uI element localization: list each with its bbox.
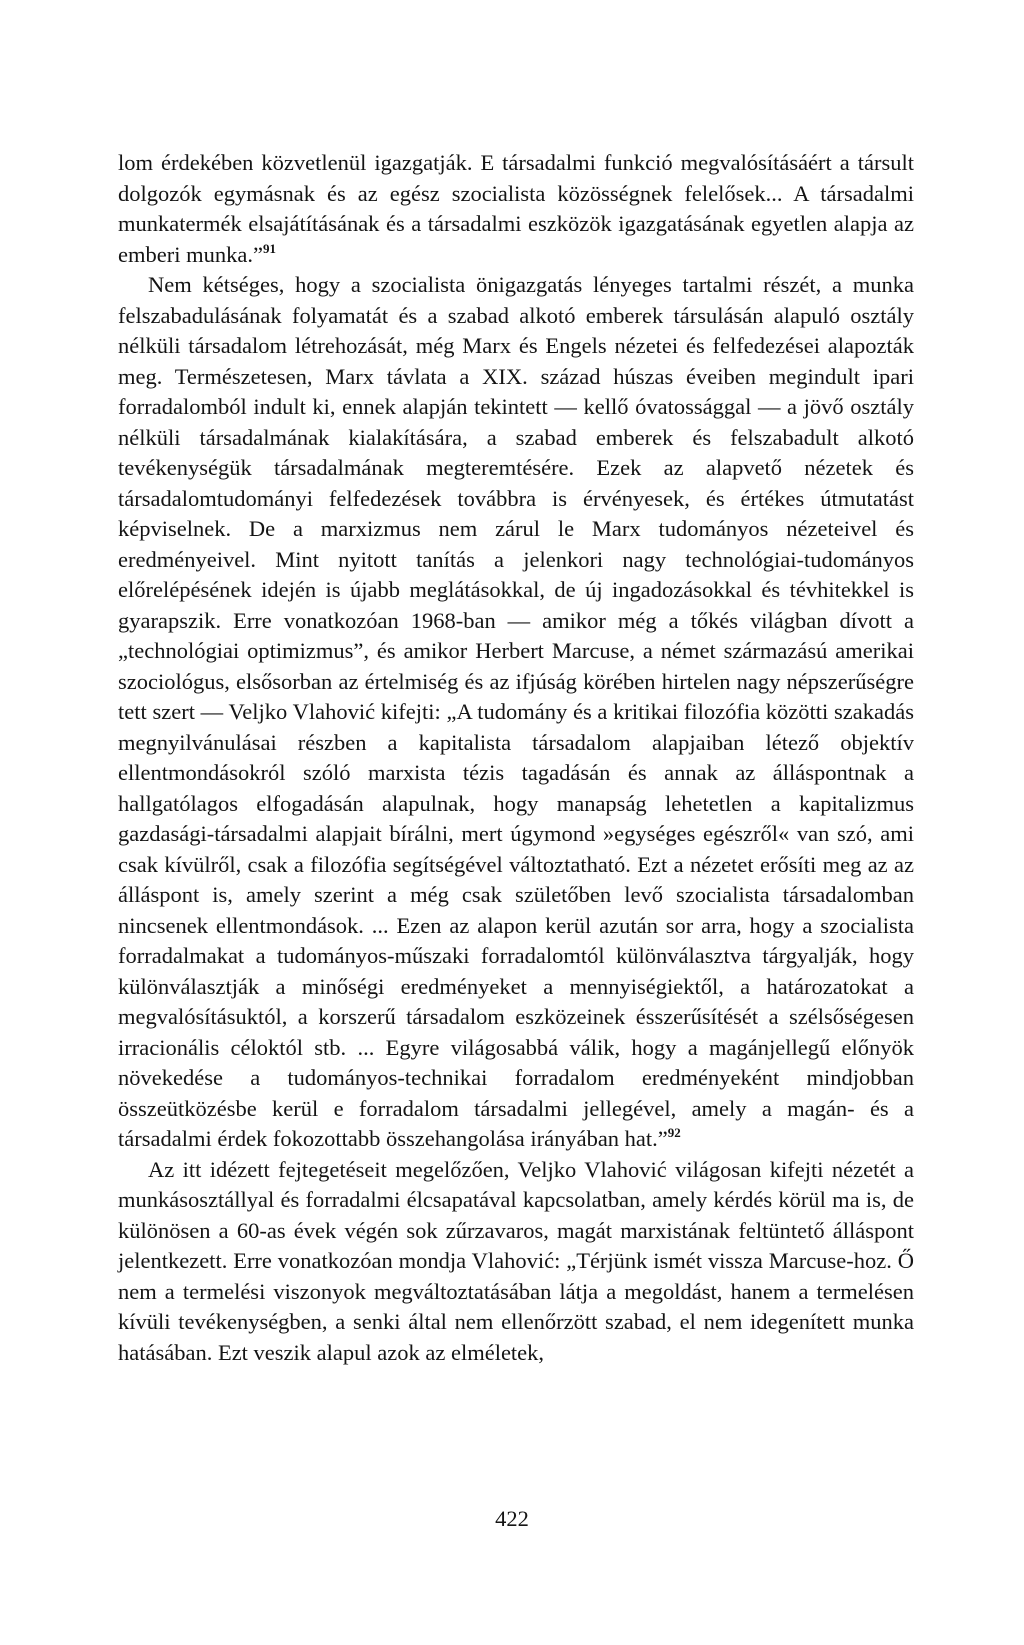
page-number: 422: [495, 1506, 529, 1531]
footnote-marker: 91: [262, 240, 276, 256]
paragraph-main: [118, 270, 914, 1155]
paragraph-text: Az itt idézett fejtegetéseit megelőzően, Veljko Vlahović világosan kifejti nézetét a munkásosztállyal és forradalmi élcsapatával kapcsolatban, amely kérdés körül ma is, de különösen a 60-as évek végén sok zűrzavaros, magát marxistának feltüntető álláspont jelentkezett. Erre vonatkozóan mondja Vlahović: „Térjünk ismét vissza Marcuse-hoz. Ő nem a termelési viszonyok megváltoztatásában látja a megoldást, hanem a termelésen kívüli tevékenységben, a senki által nem ellenőrzött szabad, el nem idegenített munka hatásában. Ezt veszik alapul azok az elméletek,: [118, 1156, 914, 1365]
paragraph-last: [118, 1155, 914, 1369]
footnote-marker: 92: [667, 1125, 681, 1140]
paragraph-text: lom érdekében közvetlenül igazgatják. E társadalmi funkció megvalósításáért a társult dolgozók egymásnak és az egész szocialista közösségnek felelősek... A társadalmi munkatermék elsajátításának és a társadalmi eszközök igazgatásának egyetlen alapja az emberi munka.”: [118, 150, 914, 267]
paragraph-continuation: [118, 148, 914, 270]
paragraph-text: Nem kétséges, hogy a szocialista önigazgatás lényeges tartalmi részét, a munka felszabadulásának folyamatát és a szabad alkotó emberek társulásán alapuló osztály nélküli társadalom létrehozását, még Marx és Engels nézetei és felfedezései alapozták meg. Természetesen, Marx távlata a XIX. század húszas éveiben megindult ipari forradalomból indult ki, ennek alapján tekintett — kellő óvatossággal — a jövő osztály nélküli társadalmának kialakítására, a szabad emberek és felszabadult alkotó tevékenységük társadalmának megteremtésére. Ezek az alapvető nézetek és társadalomtudományi felfedezések továbbra is érvényesek, és értékes útmutatást képviselnek. De a marxizmus nem zárul le Marx tudományos nézeteivel és eredményeivel. Mint nyitott tanítás a jelenkori nagy technológiai-tudományos előrelépésének idején is újabb meglátásokkal, de új ingadozásokkal és tévhitekkel is gyarapszik. Erre vonatkozóan 1968-ban — amikor még a tőkés világban dívott a „technológiai optimizmus”, és amikor Herbert Marcuse, a német származású amerikai szociológus, elsősorban az értelmiség és az ifjúság körében hirtelen nagy népszerűségre tett szert — Veljko Vlahović kifejti: „A tudomány és a kritikai filozófia közötti szakadás megnyilvánulásai részben a kapitalista társadalom alapjaiban létező objektív ellentmondásokról szóló marxista tézis tagadásán és annak az álláspontnak a hallgatólagos elfogadásán alapulnak, hogy manapság lehetetlen a kapitalizmus gazdasági-társadalmi alapjait bírálni, mert úgymond »egységes egészről« van szó, ami csak kívülről, csak a filozófia segítségével változtatható. Ezt a nézetet erősíti meg az az álláspont is, amely szerint a még csak születőben levő szocialista társadalomban nincsenek ellentmondások. ... Ezen az alapon kerül azután sor arra, hogy a szocialista forradalmakat a tudományos-műszaki forradalomtól különválasztva tárgyalják, hogy különválasztják a minőségi eredményeket a mennyiségiektől, a határozatokat a megvalósításuktól, a korszerű társadalom eszközeinek ésszerűsítését a szélsőségesen irracionális céloktól stb. ... Egyre világosabbá válik, hogy a magánjellegű előnyök növekedése a tudományos-technikai forradalom eredményeként mindjobban összeütközésbe kerül e forradalom társadalmi jellegével, amely a magán- és a társadalmi érdek fokozottabb összehangolása irányában hat.”: [118, 272, 914, 1151]
body-text: [118, 148, 914, 1368]
